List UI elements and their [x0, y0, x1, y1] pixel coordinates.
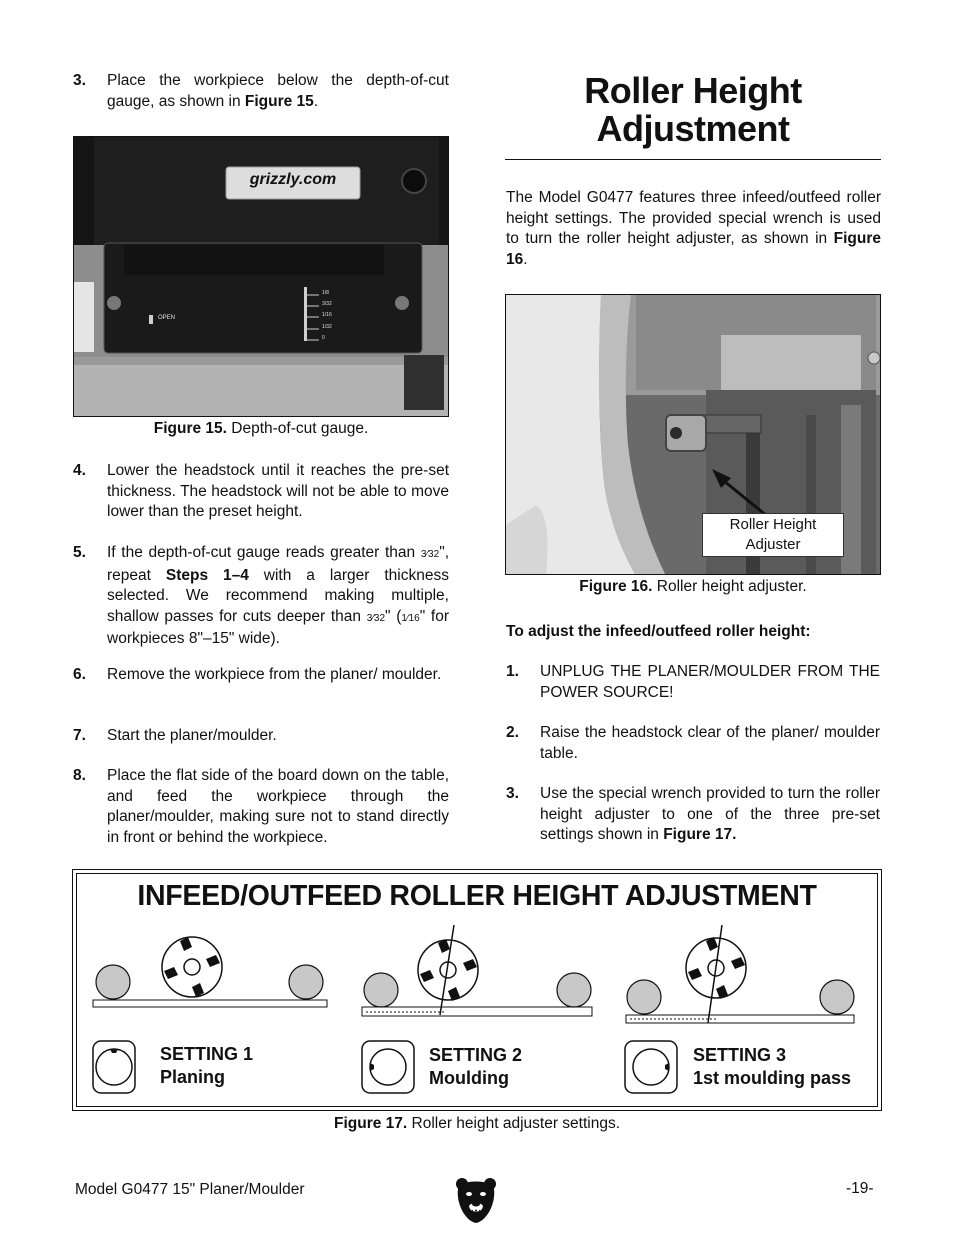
roller-settings-diagram	[76, 925, 878, 1025]
step-text: Remove the workpiece from the planer/ moulder.	[107, 666, 442, 683]
figure-ref[interactable]: Figure 17.	[663, 826, 737, 843]
grizzly-bear-logo-icon	[455, 1175, 497, 1225]
figure-16-caption: Figure 16. Roller height adjuster.	[579, 578, 807, 595]
setting-1-label: SETTING 1 Planing	[160, 1044, 254, 1087]
scale-mark: 1/32	[322, 324, 332, 330]
figure-17-caption: Figure 17. Roller height adjuster settings.	[333, 1115, 621, 1132]
figure-ref[interactable]: Figure 16	[506, 230, 881, 268]
scale-mark: 1/8	[322, 290, 329, 296]
setting-3-label: SETTING 3 1st moulding pass	[693, 1045, 852, 1088]
section-title: Roller Height Adjustment	[584, 70, 802, 149]
brand-label: grizzly.com	[249, 171, 337, 188]
step-number: 7.	[73, 727, 86, 744]
setting-2-diagram	[362, 925, 592, 1016]
figure-16-photo	[505, 294, 881, 575]
step-text: UNPLUG THE PLANER/MOULDER FROM THE POWER SOURCE!	[540, 663, 880, 701]
page-number: -19-	[846, 1180, 874, 1197]
intro-paragraph: The Model G0477 features three infeed/outfeed roller height settings. The provided special wrench is used to turn the roller height adjuster, as shown in Figure 16.	[506, 189, 881, 268]
setting-2-label: SETTING 2 Moulding	[429, 1045, 523, 1088]
step-5-left	[73, 543, 449, 650]
step-number: 4.	[73, 462, 86, 479]
step-3-right	[506, 784, 880, 846]
step-text: Lower the headstock until it reaches the pre-set thickness. The headstock will not be able to move lower than the preset height.	[107, 462, 449, 520]
setting-1-diagram	[93, 937, 327, 1007]
step-3-left	[73, 71, 449, 112]
step-1-right	[506, 662, 880, 703]
step-number: 6.	[73, 666, 86, 683]
step-6-left	[73, 665, 449, 686]
step-text: Start the planer/moulder.	[107, 727, 277, 744]
step-text: Place the flat side of the board down on the table, and feed the workpiece through the planer/moulder, making sure not to stand directly in front or behind the workpiece.	[107, 767, 449, 846]
step-4-left	[73, 461, 449, 523]
step-number: 3.	[73, 72, 86, 89]
step-2-right	[506, 723, 880, 764]
step-number: 1.	[506, 663, 519, 680]
title-rule	[505, 159, 881, 160]
step-7-left	[73, 726, 449, 747]
scale-mark: 3/32	[322, 301, 332, 307]
step-text: Use the special wrench provided to turn the roller height adjuster to one of the three pre-set settings shown in Figure 17.	[540, 785, 880, 843]
open-label: OPEN	[158, 315, 176, 321]
step-text: Raise the headstock clear of the planer/ moulder table.	[540, 724, 880, 762]
scale-mark: 0	[322, 335, 325, 341]
adjuster-setting-3-icon	[624, 1040, 678, 1094]
procedure-heading: To adjust the infeed/outfeed roller height:	[506, 623, 811, 640]
step-8-left	[73, 766, 449, 848]
step-text: If the depth-of-cut gauge reads greater than 3⁄32", repeat Steps 1–4 with a larger thickness selected. We recommend making multiple, shallow passes for cuts deeper than 3⁄32" (1⁄16" for workpieces 8"–15" wide).	[107, 544, 449, 647]
step-number: 5.	[73, 544, 86, 561]
step-text: Place the workpiece below the depth-of-cut gauge, as shown in Figure 15.	[107, 72, 449, 110]
adjuster-setting-2-icon	[361, 1040, 415, 1094]
step-number: 2.	[506, 724, 519, 741]
step-number: 8.	[73, 767, 86, 784]
step-number: 3.	[506, 785, 519, 802]
figure-15-caption: Figure 15. Depth-of-cut gauge.	[153, 420, 369, 437]
figure-15-photo	[73, 136, 449, 417]
adjuster-setting-1-icon	[92, 1040, 136, 1094]
setting-3-diagram	[626, 925, 854, 1023]
figure-ref[interactable]: Figure 15	[244, 92, 314, 110]
footer-model: Model G0477 15" Planer/Moulder	[75, 1181, 305, 1198]
scale-mark: 1/16	[322, 312, 332, 318]
roller-height-adjuster-callout: Roller Height Adjuster	[702, 513, 844, 557]
figure-17-title: INFEED/OUTFEED ROLLER HEIGHT ADJUSTMENT	[137, 880, 817, 912]
